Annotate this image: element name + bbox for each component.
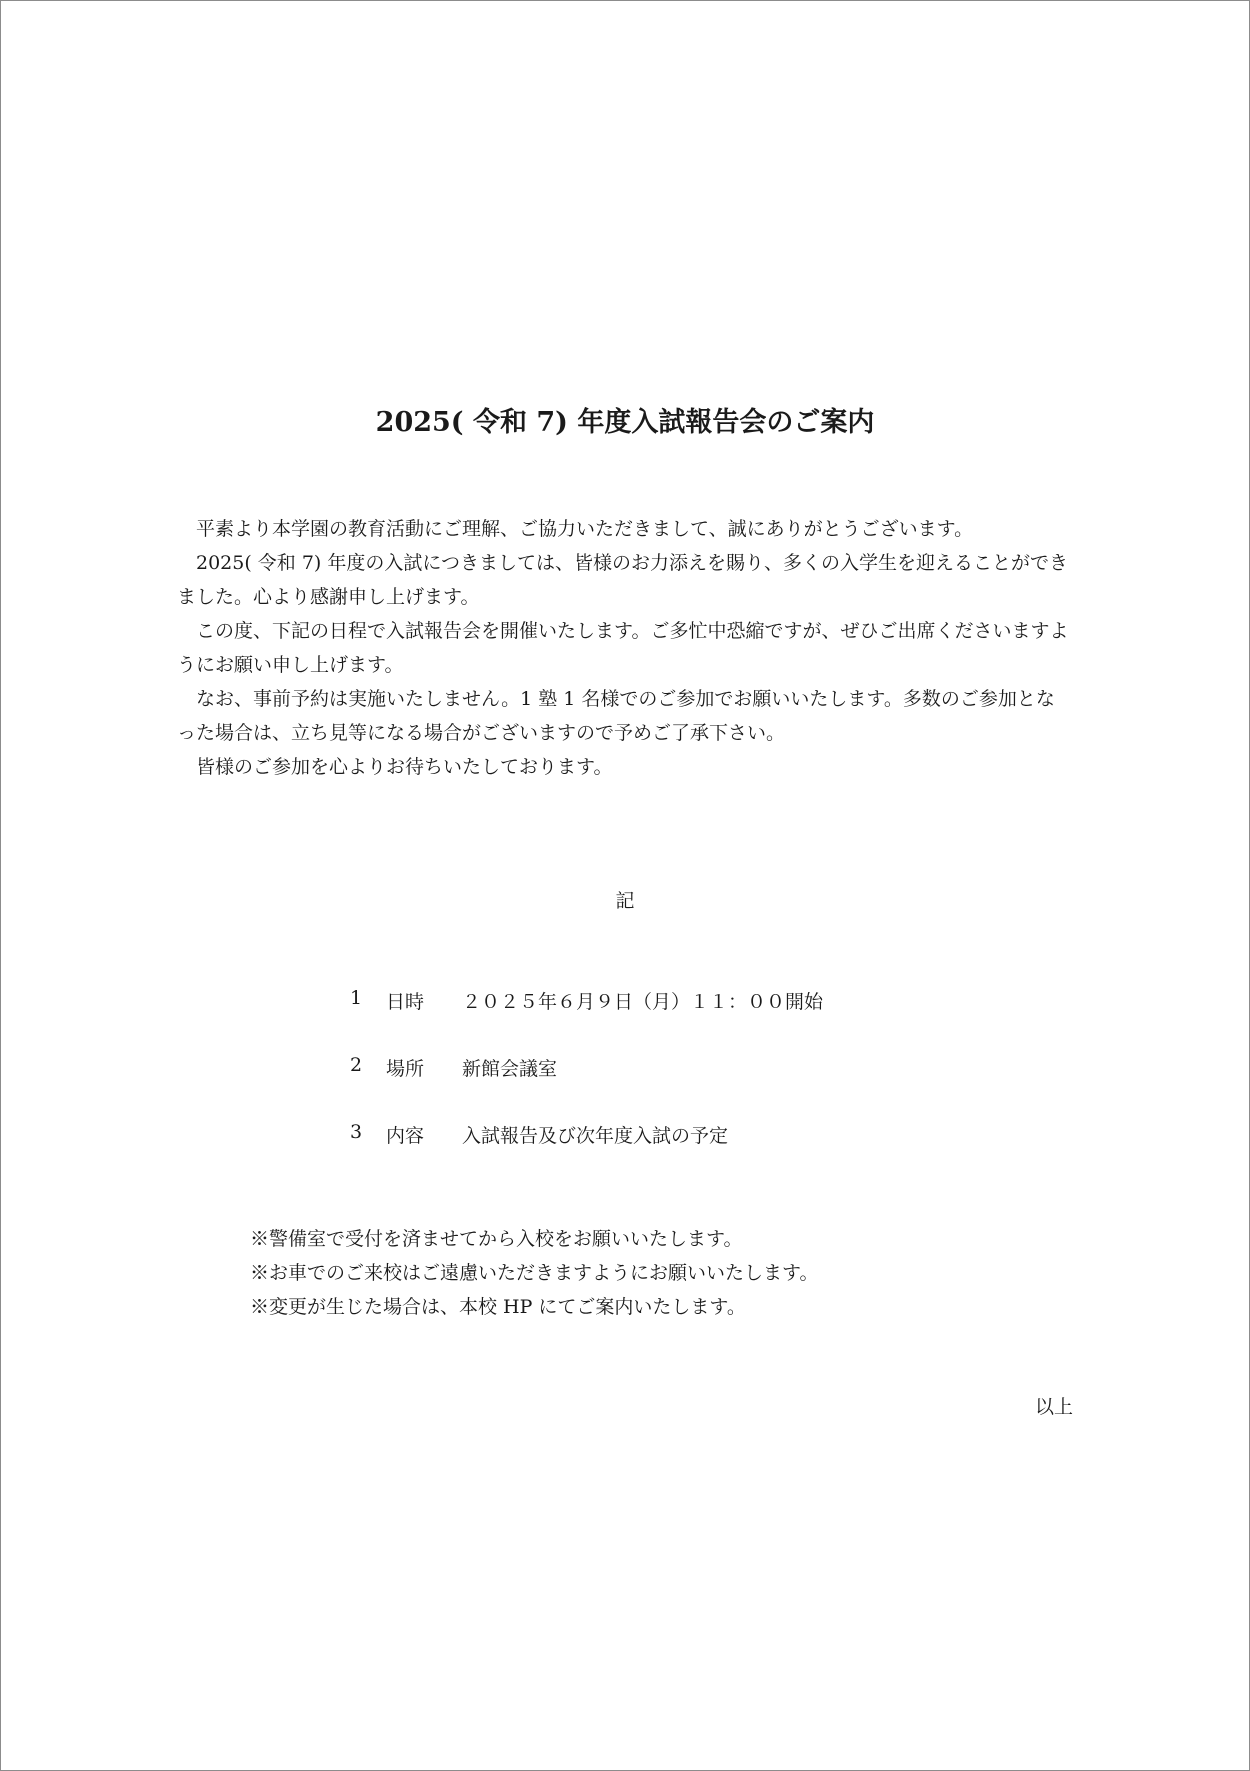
closing-mark: 以上 [1034, 1396, 1073, 1418]
item-value: ２０２５年６月９日（月）１１：００開始 [462, 991, 824, 1013]
paragraph-thanks: 2025( 令和 7) 年度の入試につきましては、皆様のお力添えを賜り、多くの入学生を迎えることができました。心より感謝申し上げます。 [177, 552, 1069, 608]
item-number: 2 [350, 1054, 363, 1076]
greeting-body [177, 512, 1073, 784]
paragraph-notice: なお、事前予約は実施いたしません。1 塾 1 名様でのご参加でお願いいたします。多数のご参加となった場合は、立ち見等になる場合がございますので予めご了承下さい。 [177, 688, 1055, 744]
notes-list [250, 1222, 818, 1324]
note-changes: ※変更が生じた場合は、本校 HP にてご案内いたします。 [250, 1296, 746, 1318]
detail-item-content [350, 1121, 823, 1188]
item-label: 場所 [386, 1058, 425, 1080]
note-reception: ※警備室で受付を済ませてから入校をお願いいたします。 [250, 1228, 743, 1250]
ki-heading: 記 [615, 890, 635, 912]
event-details [350, 987, 823, 1188]
document-title: 2025( 令和 7) 年度入試報告会のご案内 [375, 407, 875, 438]
paragraph-invitation: この度、下記の日程で入試報告会を開催いたします。ご多忙中恐縮ですが、ぜひご出席くださいますようにお願い申し上げます。 [177, 620, 1069, 676]
paragraph-closing: 皆様のご参加を心よりお待ちいたしております。 [196, 756, 613, 778]
paragraph-greeting: 平素より本学園の教育活動にご理解、ご協力いただきまして、誠にありがとうございます。 [196, 518, 974, 540]
item-value: 入試報告及び次年度入試の予定 [462, 1125, 729, 1147]
note-parking: ※お車でのご来校はご遠慮いただきますようにお願いいたします。 [250, 1262, 819, 1284]
detail-item-datetime [350, 987, 823, 1054]
item-label: 日時 [386, 991, 425, 1013]
item-number: 3 [350, 1121, 363, 1143]
item-label: 内容 [386, 1125, 425, 1147]
item-value: 新館会議室 [462, 1058, 558, 1080]
detail-item-place [350, 1054, 823, 1121]
item-number: 1 [350, 987, 363, 1009]
